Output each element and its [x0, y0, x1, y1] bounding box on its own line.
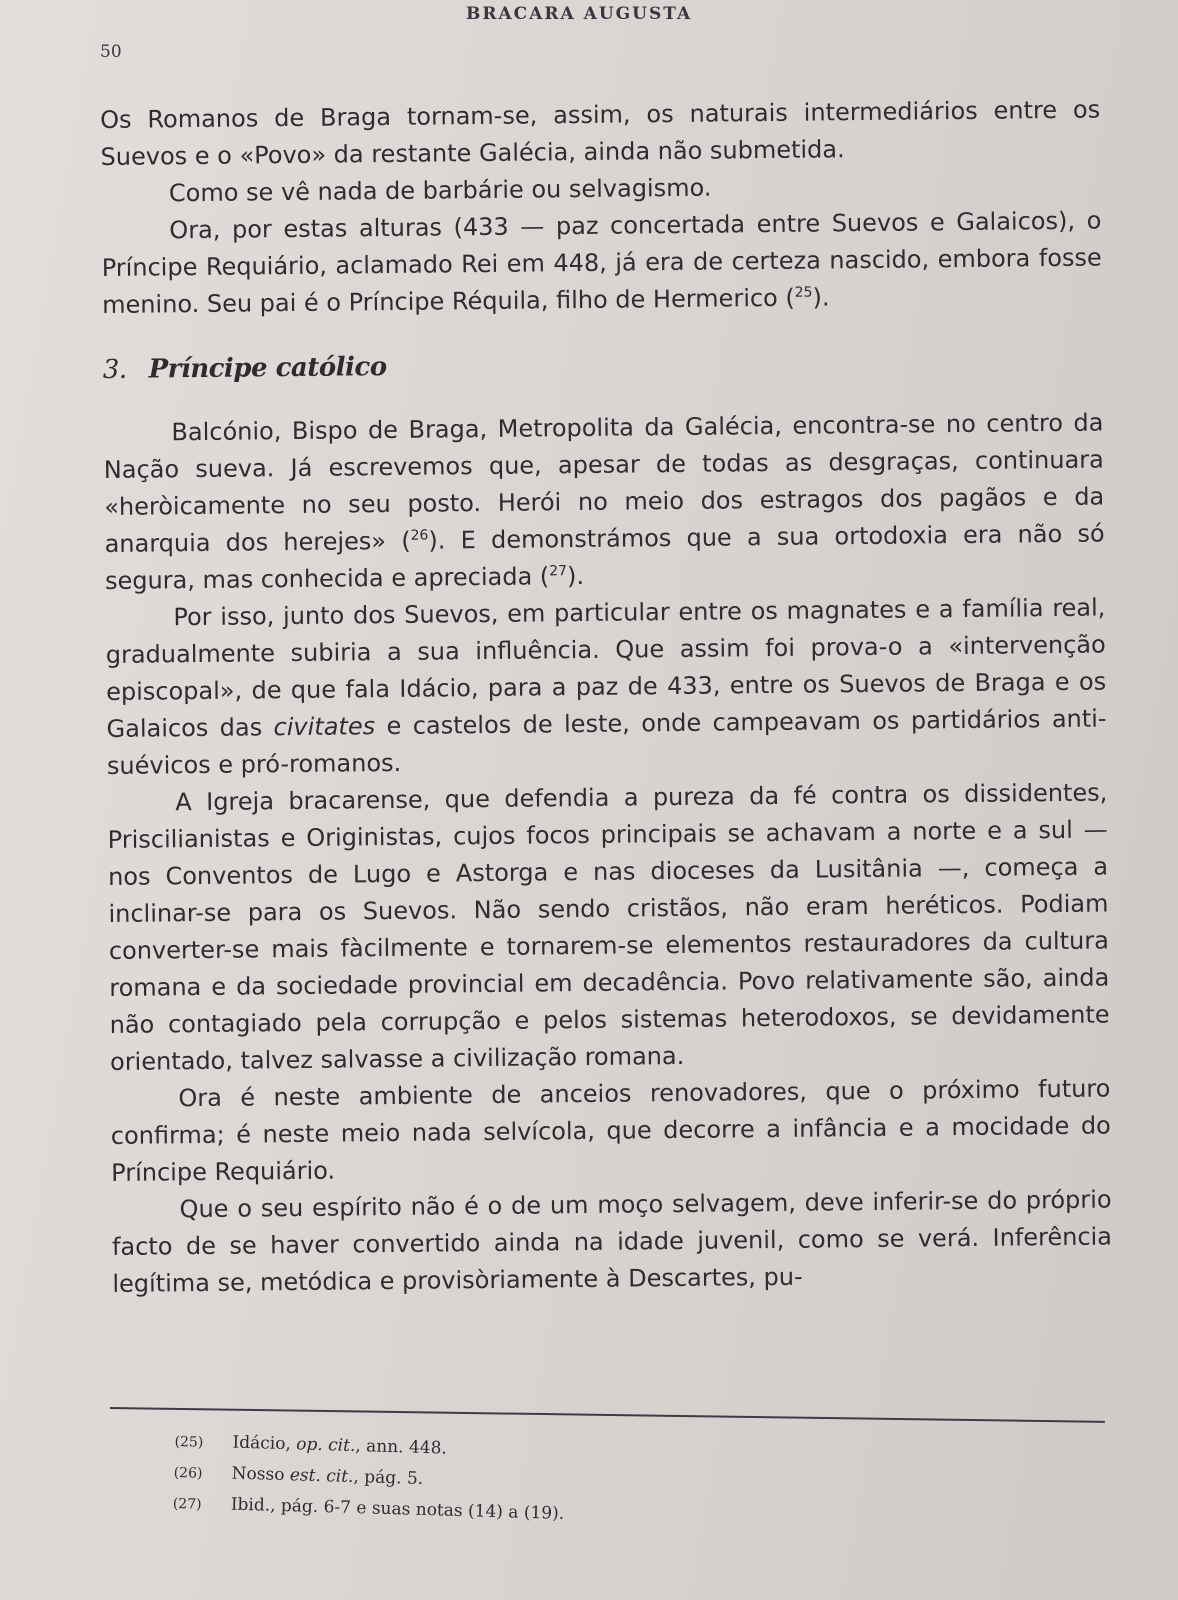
- paragraph-4-mid: ). E demonstrámos que a sua ortodoxia era não só segura, mas conhecida e apreciada (: [104, 519, 1105, 595]
- latin-term: civitates: [273, 712, 376, 742]
- section-title: Príncipe católico: [148, 352, 387, 385]
- section-number: 3.: [102, 354, 127, 385]
- footnote-mark: (27): [172, 1495, 202, 1513]
- footnote-ref-25: 25: [794, 284, 813, 301]
- footnote-italic: est. cit.: [289, 1465, 354, 1487]
- footnote-text-b: , pág. 5.: [353, 1467, 424, 1489]
- footnote-ref-26: 26: [410, 527, 429, 544]
- paragraph-5-text: Por isso, junto dos Suevos, em particular entre os magnates e a família real, gradualmente subiria a sua influência. Que assim foi prova-o a «intervenção episcopal», de que fala Idácio, para a paz de 433, entre os Suevos de Braga e os Galaicos das: [105, 593, 1107, 743]
- paragraph-3-end: ).: [812, 283, 830, 312]
- footnote-mark: (26): [173, 1464, 203, 1482]
- footnote-italic: op. cit.: [295, 1434, 356, 1457]
- footnote-text: [231, 1464, 423, 1489]
- footnote-text-a: Nosso: [231, 1463, 291, 1486]
- page-number: 50: [100, 42, 122, 62]
- paragraph-1: Os Romanos de Braga tornam-se, assim, os naturais intermediários entre os Suevos e o «Povo» da restante Galécia, ainda não submetida.: [100, 95, 1101, 171]
- running-head: BRACARA AUGUSTA: [466, 4, 693, 24]
- paragraph-5: [105, 590, 1107, 785]
- paragraph-4: [103, 405, 1105, 600]
- paragraph-2: Como se vê nada de barbárie ou selvagismo.: [168, 173, 712, 208]
- paragraph-4-text: Balcónio, Bispo de Braga, Metropolita da Galécia, encontra-se no centro da Nação sueva. Já escrevemos que, apesar de todas as desgraças, continuara «heròicamente no seu posto. Herói no meio dos estragos dos pagãos e da anarquia dos herejes» (: [103, 408, 1105, 558]
- paragraph-6: A Igreja bracarense, que defendia a pureza da fé contra os dissidentes, Priscilianistas e Originistas, cujos focos principais se achavam a norte e a sul — nos Conventos de Lugo e Astorga e nas dioceses da Lusitânia —, começa a inclinar-se para os Suevos. Não sendo cristãos, não eram heréticos. Podiam converter-se mais fàcilmente e tornarem-se elementos restauradores da cultura romana e da sociedade provincial em decadência. Povo relativamente são, ainda não contagiado pela corrupção e pelos sistemas heterodoxos, se devidamente orientado, talvez salvasse a civilização romana.: [107, 778, 1110, 1076]
- paragraph-7: Ora é neste ambiente de anceios renovadores, que o próximo futuro confirma; é neste meio nada selvícola, que decorre a infância e a mocidade do Príncipe Requiário.: [110, 1074, 1111, 1187]
- footnote-mark: (25): [174, 1433, 204, 1451]
- paragraph-3-text: Ora, por estas alturas (433 — paz concertada entre Suevos e Galaicos), o Príncipe Requiário, aclamado Rei em 448, já era de certeza nascido, embora fosse menino. Seu pai é o Príncipe Réquila, filho de Hermerico (: [101, 206, 1102, 319]
- paragraph-3: [101, 203, 1102, 324]
- paragraph-4-end: ).: [566, 561, 585, 591]
- footnote-text: [232, 1433, 447, 1459]
- footnote-ref-27: 27: [549, 563, 568, 580]
- footnote-rule: [110, 1407, 1105, 1423]
- footnote-text-b: , ann. 448.: [355, 1436, 448, 1459]
- paragraph-5-end: e castelos de leste, onde campeavam os partidários anti-suévicos e pró-romanos.: [106, 704, 1107, 780]
- footnote-text-a: Ibid., pág. 6-7 e suas notas (14) a (19).: [230, 1494, 565, 1524]
- footnote-text-a: Idácio,: [232, 1432, 297, 1455]
- body-text: [100, 92, 1113, 1303]
- paragraph-8: Que o seu espírito não é o de um moço selvagem, deve inferir-se do próprio facto de se haver convertido ainda na idade juvenil, como se verá. Inferência legítima se, metódica e provisòriamente à Descartes, pu-: [111, 1185, 1113, 1298]
- section-heading: [103, 342, 1103, 389]
- footnotes: [172, 1426, 874, 1539]
- footnote-text: [231, 1495, 565, 1524]
